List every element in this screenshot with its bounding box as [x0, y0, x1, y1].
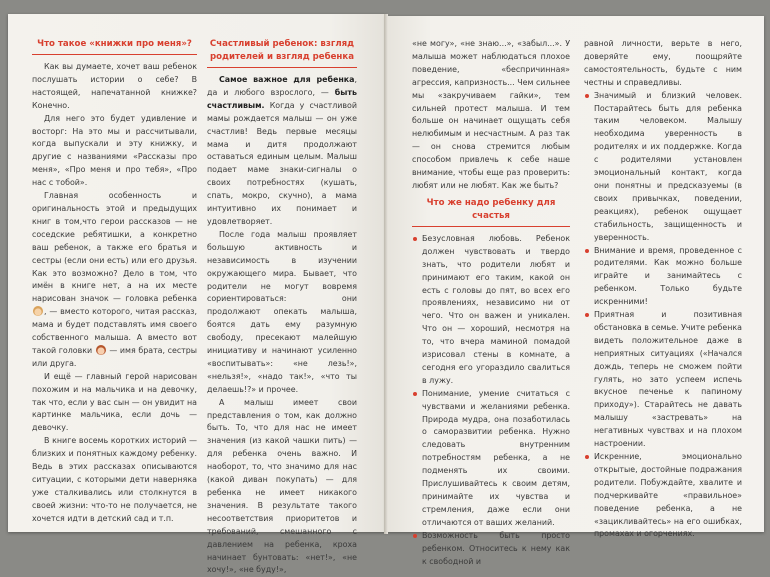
girl-face-icon: [96, 345, 106, 355]
col3-heading: Что же надо ребенку для счастья: [412, 197, 570, 227]
column-3: [412, 38, 570, 568]
col4-p1: равной личности, верьте в него, доверяйте ему, поощряйте самостоятельность, будьте с ним честны и справедливы.: [584, 39, 742, 87]
col3-list: [412, 233, 570, 569]
list-item: Понимание, умение считаться с чувствами и желаниями ребенка. Природа мудра, она позаботилась о саморазвитии ребенка. Нужно следовать внутренним потребностям ребенка, а не подменять их своими. Прислушивайтесь к своим детям, принимайте их чувства и стремления, даже если они отличаются от ваших желаний.: [412, 388, 570, 530]
list-item: Искренние, эмоционально открытые, достойные подражания родители. Побуждайте, хвалите и подчеркивайте «правильное» поведение ребенка, а не «зацикливайтесь» на его ошибках, промахах и огорчениях.: [584, 451, 742, 541]
col2-heading: Счастливый ребенок: взгляд родителей и взгляд ребенка: [207, 38, 357, 68]
boy-face-icon: [33, 306, 43, 316]
col1-p1: Как вы думаете, хочет ваш ребенок послушать истории о себе? В настоящей, напечатанной книжке? Конечно.: [32, 62, 197, 110]
col2-p1: Самое важное для ребенка, да и любого взрослого, — быть счастливым. Когда у счастливой мамы рождается малыш — он уже счастлив! Ведь первые месяцы мама и дитя продолжают оставаться единым целым. Малыш подает маме знаки-сигналы о своих потребностях (кушать, спать, мокро, скучно), а мама интуитивно их понимает и удовлетворяет.: [207, 75, 357, 226]
col4-list: [584, 90, 742, 542]
list-item: Приятная и позитивная обстановка в семье. Учите ребенка видеть положительное даже в неприятных ситуациях («Начался дождь, теперь не сможем пойти гулять, но зато успеем испечь вкусное печенье к папиному приходу»). Старайтесь не давать малышу «застревать» на негативных чувствах и на плохом настроении.: [584, 309, 742, 451]
page-fold: [384, 14, 388, 534]
list-item: Возможность быть просто ребенком. Относитесь к нему как к свободной и: [412, 530, 570, 569]
list-item: Безусловная любовь. Ребенок должен чувствовать и твердо знать, что родители любят и принимают его таким, какой он есть с головы до пят, во всех его проявлениях, независимо ни от чего. Что он важен и уникален. Что он — хороший, несмотря на то, что вчера маминой помадой изрисовал стены в комнате, а сегодня его угораздило свалиться в лужу.: [412, 233, 570, 388]
col1-p5: В книге восемь коротких историй — близких и понятных каждому ребенку. Ведь в этих рассказах описываются ситуации, с которыми дети наверняка уже сталкивались или столкнутся в своей жизни: что-то не получается, не хочется идти в детский сад и т.п.: [32, 436, 197, 523]
col3-p1: «не могу», «не знаю...», «забыл...». У малыша может наблюдаться плохое поведение, «беспричинная» агрессия, капризность... Чем сильнее мы «закручиваем гайки», тем сильней протест малыша. И тем больше он начинает ощущать себя нелюбимым и несчастным. А раз так — он снова стремится любым способом привлечь к себе наше внимание, чтобы еще раз проверить: любят или не любят. Как же быть?: [412, 39, 570, 190]
list-item: Внимание и время, проведенное с родителями. Как можно больше играйте и занимайтесь с ребенком. Только будьте искренними!: [584, 245, 742, 310]
col1-p3: Главная особенность и оригинальность этой и предыдущих книг в том,что герои рассказов — не соседские ребятишки, а конкретно ваш ребенок, а также его братья и сестры (если они есть) или его друзья. Как это возможно? Дело в том, что имён в книге нет, а на их месте нарисован значок — головка ребенка , — вместо которого, читая рассказ, мама и будет подставлять имя своего собственного малыша. А вместо вот такой головки — имя брата, сестры или друга.: [32, 191, 198, 368]
column-1: [32, 38, 197, 526]
col1-p2: Для него это будет удивление и восторг: На это мы и рассчитывали, когда выпускали и эту книжку, и другие с названиями «Рассказы про меня», «Про меня и про тебя», «Про нас с тобой».: [32, 113, 197, 188]
col2-p2: После года малыш проявляет большую активность и независимость в изучении окружающего мира. Бывает, что родители не могут вовремя сориентироваться: они продолжают опекать малыша, боятся дать ему разумную свободу, пресекают малейшую инициативу и начинают усиленно «воспитывать»: «не лезь!», «нельзя!», «надо так!», «что ты делаешь!?» и прочее.: [207, 229, 357, 394]
column-4: [584, 38, 742, 541]
col1-heading: Что такое «книжки про меня»?: [32, 38, 197, 55]
column-2: [207, 38, 357, 577]
col1-p4: И ещё — главный герой нарисован похожим и на мальчика и на девочку, так что, если у вас сын — он увидит на картинке мальчика, если дочь — девочку.: [32, 371, 197, 433]
list-item: Значимый и близкий человек. Постарайтесь быть для ребенка таким человеком. Малышу необходима уверенность в родителях и их поддержке. Когда с родителями установлен эмоциональный контакт, когда они понятны и предсказуемы (в своих привычках, поведении, реакциях), ребенок ощущает стабильность, защищенность и уверенность.: [584, 90, 742, 245]
col2-p3: А малыш имеет свои представления о том, как должно быть. То, что для нас не имеет значения (из какой чашки пить) — для ребенка очень важно. И наоборот, то, что значимо для нас (какой диван покупать) — для ребенка не имеет никакого значения. В результате такого несоответствия приоритетов и требований, смешанного с давлением на ребенка, кроха начинает бунтовать: «нет!», «не хочу!», «не буду!»,: [207, 397, 357, 575]
